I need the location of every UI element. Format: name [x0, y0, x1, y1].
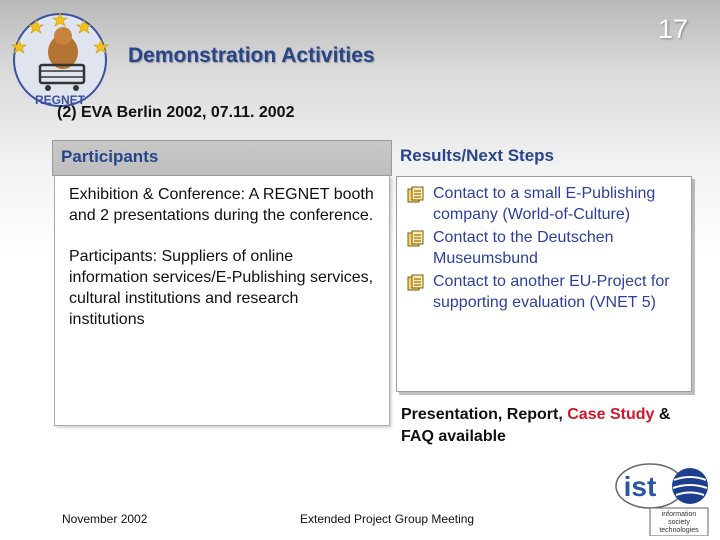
document-icon	[407, 186, 425, 203]
footer-date: November 2002	[62, 512, 148, 526]
participants-panel	[54, 176, 390, 426]
case-study-highlight: Case Study	[567, 406, 655, 423]
results-panel	[396, 176, 692, 392]
results-list	[405, 183, 683, 313]
availability-note-suffix: & FAQ available	[401, 406, 671, 445]
results-item-text: Contact to the Deutschen Museumsbund	[433, 229, 614, 267]
svg-text:society: society	[668, 519, 690, 526]
availability-note	[401, 404, 701, 448]
participants-paragraph: Participants: Suppliers of online information services/E-Publishing services, cultural institutions and research institutions	[69, 248, 374, 328]
svg-text:technologies: technologies	[659, 527, 699, 534]
results-item	[405, 183, 683, 225]
document-icon	[407, 230, 425, 247]
results-item-text: Contact to another EU-Project for supporting evaluation (VNET 5)	[433, 273, 670, 311]
participants-heading: Participants	[52, 140, 392, 176]
results-item	[405, 271, 683, 313]
ist-logo	[610, 460, 714, 536]
slide-subtitle: (2) EVA Berlin 2002, 07.11. 2002	[57, 104, 295, 121]
participants-paragraph: Exhibition & Conference: A REGNET booth and 2 presentations during the conference.	[69, 186, 374, 224]
slide-number: 17	[657, 14, 688, 44]
svg-text:REGNET: REGNET	[34, 93, 86, 107]
svg-text:information: information	[661, 511, 697, 518]
results-item-text: Contact to a small E-Publishing company (World-of-Culture)	[433, 185, 656, 223]
svg-text:ist: ist	[623, 471, 657, 502]
regnet-logo	[8, 10, 112, 110]
slide-title: Demonstration Activities	[128, 44, 375, 67]
availability-note-prefix: Presentation, Report,	[401, 406, 568, 423]
results-heading: Results/Next Steps	[400, 146, 554, 165]
document-icon	[407, 274, 425, 291]
footer-meeting: Extended Project Group Meeting	[300, 512, 475, 526]
results-item	[405, 227, 683, 269]
